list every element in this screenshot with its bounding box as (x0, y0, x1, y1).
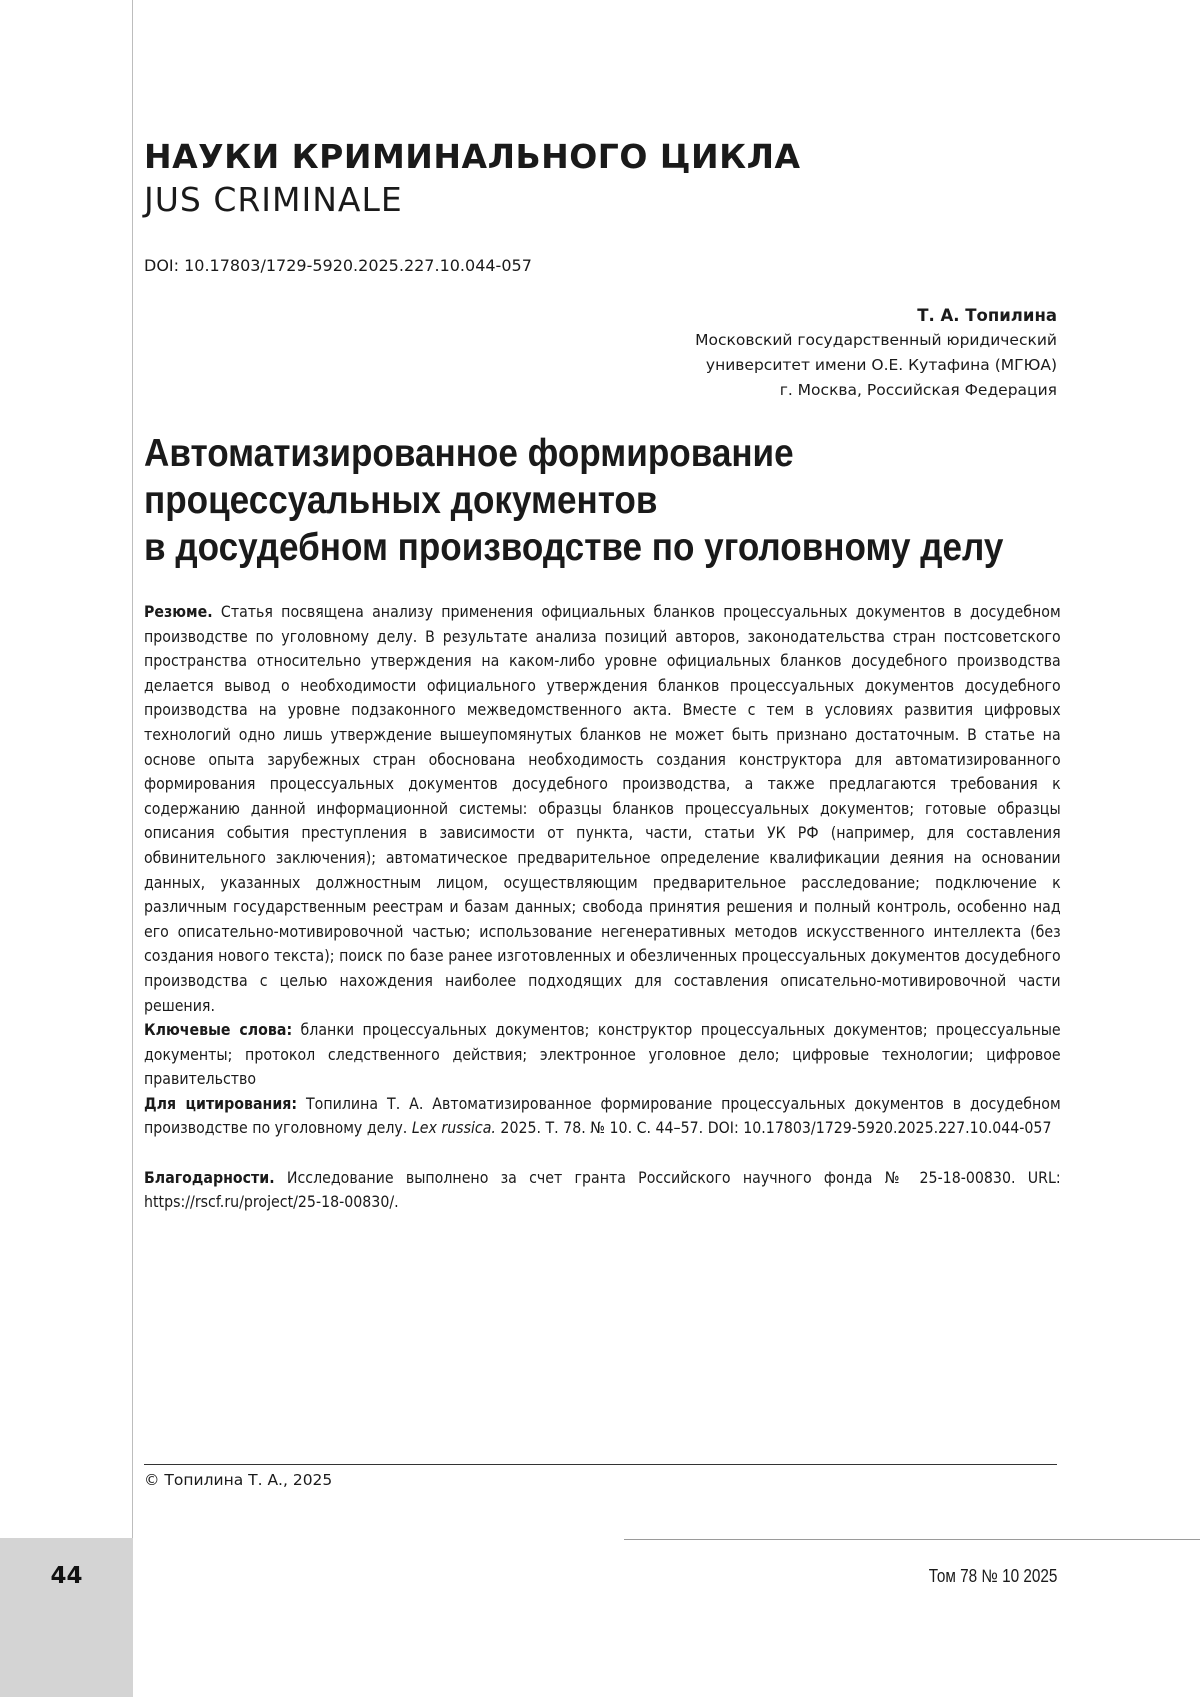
article-title (144, 430, 1004, 571)
article-title-line3: в досудебном производстве по уголовному делу (144, 526, 1004, 569)
keywords-text: бланки процессуальных документов; конструктор процессуальных документов; процессуальные документы; протокол следственного действия; электронное уголовное дело; цифровые технологии; цифровое правительство (144, 1020, 1061, 1089)
article-front-matter (144, 600, 1061, 1215)
citation-label: Для цитирования: (144, 1093, 298, 1113)
acknowledgements-text: Исследование выполнено за счет гранта Российского научного фонда № 25-18-00830. URL: https://rscf.ru/project/25-18-00830/. (144, 1167, 1061, 1212)
footnote-divider (144, 1464, 1057, 1465)
keywords (144, 1018, 1061, 1092)
acknowledgements (144, 1166, 1061, 1215)
acknowledgements-label: Благодарности. (144, 1167, 275, 1187)
abstract-label: Резюме. (144, 602, 213, 621)
section-title-ru: НАУКИ КРИМИНАЛЬНОГО ЦИКЛА (144, 137, 801, 176)
keywords-label: Ключевые слова: (144, 1020, 293, 1040)
author-affiliation-line1: Московский государственный юридический (695, 331, 1057, 349)
left-margin-rule (132, 0, 133, 1540)
author-block (695, 303, 1057, 403)
copyright: © Топилина Т. А., 2025 (144, 1471, 333, 1489)
abstract (144, 600, 1061, 1018)
abstract-text: Статья посвящена анализу применения официальных бланков процессуальных документов в досудебном производстве по уголовному делу. В результате анализа позиций авторов, законодательства стран постсоветского пространства относительно утверждения на каком-либо уровне официальных бланков досудебного производства делается вывод о необходимости официального утверждения бланков процессуальных документов досудебного производства на уровне подзаконного межведомственного акта. Вместе с тем в условиях развития цифровых технологий одно лишь утверждение вышеупомянутых бланков не может быть признано достаточным. В статье на основе опыта зарубежных стран обоснована необходимость создания конструктора для автоматизированного формирования процессуальных документов досудебного производства, а также предлагаются требования к содержанию данной информационной системы: образцы бланков процессуальных документов; готовые образцы описания события преступления в зависимости от пункта, части, статьи УК РФ (например, для составления обвинительного заключения); автоматическое предварительное определение квалификации деяния на основании данных, указанных должностным лицом, осуществляющим предварительное расследование; подключение к различным государственным реестрам и базам данных; свобода принятия решения и полный контроль, особенно над его описательно-мотивировочной частью; использование негенеративных методов искусственного интеллекта (без создания нового текста); поиск по базе ранее изготовленных и обезличенных процессуальных документов досудебного производства с целью нахождения наиболее подходящих для составления описательно-мотивировочной части решения. (144, 602, 1061, 1015)
author-affiliation-line2: университет имени О.Е. Кутафина (МГЮА) (705, 356, 1057, 374)
section-title-latin: JUS CRIMINALE (144, 180, 403, 219)
article-title-line1: Автоматизированное формирование (144, 432, 794, 475)
citation (144, 1092, 1061, 1141)
article-title-line2: процессуальных документов (144, 479, 658, 522)
citation-text: Топилина Т. А. Автоматизированное формирование процессуальных документов в досудебном производстве по уголовному делу. (144, 1093, 1061, 1138)
citation-journal: Lex russica. (411, 1118, 496, 1138)
doi: DOI: 10.17803/1729-5920.2025.227.10.044-057 (144, 256, 532, 275)
page-number: 44 (50, 1563, 83, 1589)
author-name: Т. А. Топилина (917, 306, 1057, 325)
page-number-tab (0, 1538, 133, 1697)
author-location: г. Москва, Российская Федерация (779, 381, 1057, 399)
footer-rule (624, 1539, 1200, 1540)
journal-issue: Том 78 № 10 2025 (928, 1566, 1057, 1586)
citation-details: 2025. Т. 78. № 10. С. 44–57. DOI: 10.17803/1729-5920.2025.227.10.044-057 (500, 1118, 1052, 1138)
